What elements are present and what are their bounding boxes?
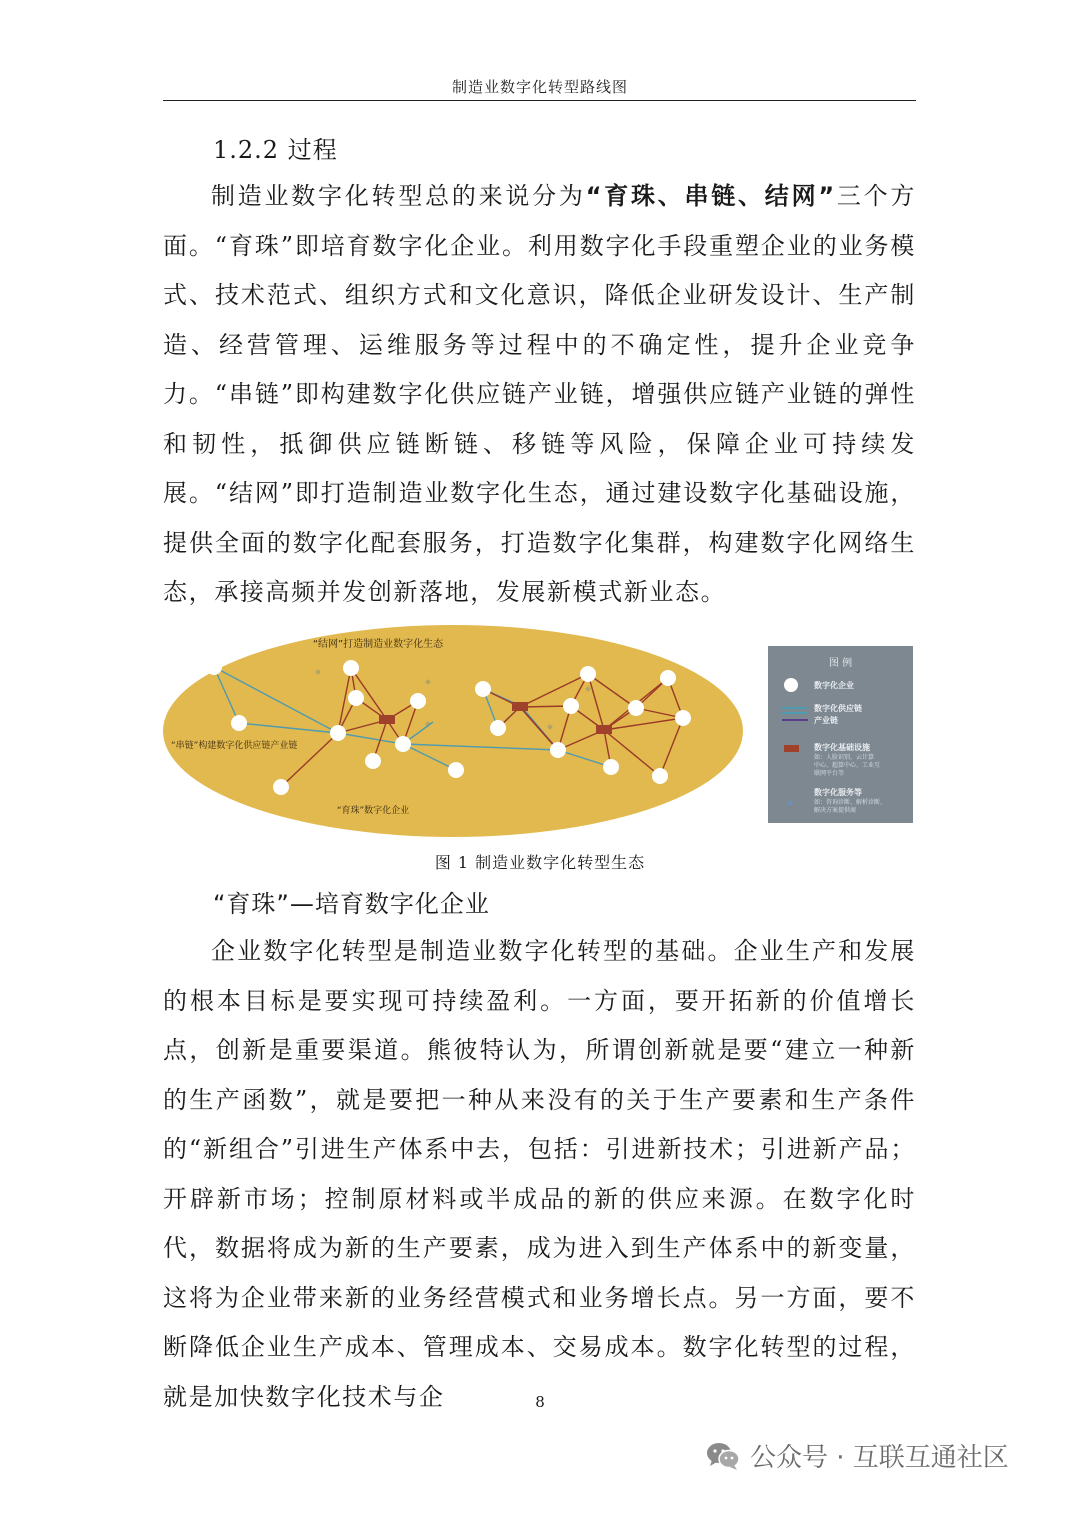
paragraph-intro bbox=[163, 172, 916, 618]
legend-supply-line bbox=[782, 707, 808, 709]
paragraph-yuzhu: 企业数字化转型是制造业数字化转型的基础。企业生产和发展的根本目标是要实现可持续盈利。一方面，要开拓新的价值增长点，创新是重要渠道。熊彼特认为，所谓创新就是要“建立一种新的生产函数”，就是要把一种从来没有的关于生产要素和生产条件的“新组合”引进生产体系中去，包括：引进新技术；引进新产品；开辟新市场；控制原材料或半成品的新的供应来源。在数字化时代，数据将成为新的生产要素，成为进入到生产体系中的新变量，这将为企业带来新的业务经营模式和业务增长点。另一方面，要不断降低企业生产成本、管理成本、交易成本。数字化转型的过程，就是加快数字化技术与企 bbox=[163, 937, 916, 1411]
enterprise-node bbox=[448, 762, 464, 778]
paragraph-intro-lead: 制造业数字化转型总的来说分为 bbox=[211, 182, 586, 210]
infrastructure-block bbox=[512, 702, 528, 711]
legend-infra-note: 联网平台等 bbox=[814, 770, 845, 777]
legend-service-note: 解决方案提供商 bbox=[814, 807, 857, 814]
enterprise-node bbox=[343, 660, 359, 676]
legend-enterprise-label: 数字化企业 bbox=[814, 681, 854, 690]
infrastructure-block bbox=[379, 715, 395, 724]
legend-service-note: 如：咨询诊断、解析诊断、 bbox=[814, 799, 887, 806]
legend-supply-line bbox=[782, 712, 808, 714]
legend-infra-note: 中心、超算中心、工业互 bbox=[814, 762, 881, 769]
enterprise-node bbox=[365, 753, 381, 769]
wechat-icon bbox=[706, 1441, 740, 1471]
figure-caption: 图 1 制造业数字化转型生态 bbox=[434, 853, 646, 872]
enterprise-node bbox=[675, 710, 691, 726]
enterprise-node bbox=[652, 768, 668, 784]
legend-infrastructure-bar bbox=[784, 745, 799, 752]
enterprise-node bbox=[410, 693, 426, 709]
enterprise-node bbox=[231, 715, 247, 731]
label-chuanlian: “串链”构建数字化供应链产业链 bbox=[171, 741, 298, 751]
legend-industry-line bbox=[782, 719, 808, 721]
legend-enterprise-dot bbox=[784, 678, 798, 692]
enterprise-node bbox=[206, 659, 222, 675]
label-yuzhu: “育珠”数字化企业 bbox=[336, 806, 410, 816]
ecosystem-figure bbox=[163, 625, 763, 845]
legend-infra-label: 数字化基础设施 bbox=[814, 743, 870, 752]
watermark bbox=[706, 1437, 1009, 1474]
enterprise-node bbox=[550, 742, 566, 758]
enterprise-node bbox=[603, 759, 619, 775]
legend-service-diamond bbox=[787, 800, 793, 806]
enterprise-node bbox=[330, 725, 346, 741]
legend-chain-label-2: 产业链 bbox=[814, 716, 838, 725]
subsection-heading: “育珠”—培育数字化企业 bbox=[213, 890, 490, 918]
enterprise-node bbox=[348, 690, 364, 706]
enterprise-node bbox=[628, 700, 644, 716]
header-rule bbox=[163, 100, 916, 101]
enterprise-node bbox=[490, 720, 506, 736]
ecosystem-ellipse bbox=[163, 625, 743, 837]
enterprise-node bbox=[660, 670, 676, 686]
infrastructure-block bbox=[596, 725, 612, 734]
watermark-text: 公众号 · 互联互通社区 bbox=[750, 1443, 1009, 1473]
enterprise-node bbox=[475, 681, 491, 697]
legend-chain-label-1: 数字化供应链 bbox=[814, 704, 862, 713]
legend-infra-note: 如：人脸识别、云计算 bbox=[814, 754, 875, 761]
enterprise-node bbox=[273, 779, 289, 795]
legend-service-label: 数字化服务等 bbox=[814, 788, 862, 797]
enterprise-node bbox=[395, 736, 411, 752]
header-title: 制造业数字化转型路线图 bbox=[451, 78, 628, 96]
legend-title: 图 例 bbox=[828, 658, 853, 669]
enterprise-node bbox=[580, 666, 596, 682]
enterprise-node bbox=[563, 698, 579, 714]
section-heading: 1.2.2 过程 bbox=[213, 136, 338, 164]
paragraph-intro-emphasis: “育珠、串链、结网” bbox=[585, 182, 836, 210]
page-number: 8 bbox=[535, 1393, 545, 1411]
paragraph-intro-body: 三个方面。“育珠”即培育数字化企业。利用数字化手段重塑企业的业务模式、技术范式、组织方式和文化意识，降低企业研发设计、生产制造、经营管理、运维服务等过程中的不确定性，提升企业竞争力。“串链”即构建数字化供应链产业链，增强供应链产业链的弹性和韧性，抵御供应链断链、移链等风险，保障企业可持续发展。“结网”即打造制造业数字化生态，通过建设数字化基础设施，提供全面的数字化配套服务，打造数字化集群，构建数字化网络生态，承接高频并发创新落地，发展新模式新业态。 bbox=[163, 182, 916, 606]
figure-legend bbox=[768, 646, 913, 823]
label-jiewang: “结网”打造制造业数字化生态 bbox=[312, 639, 444, 650]
